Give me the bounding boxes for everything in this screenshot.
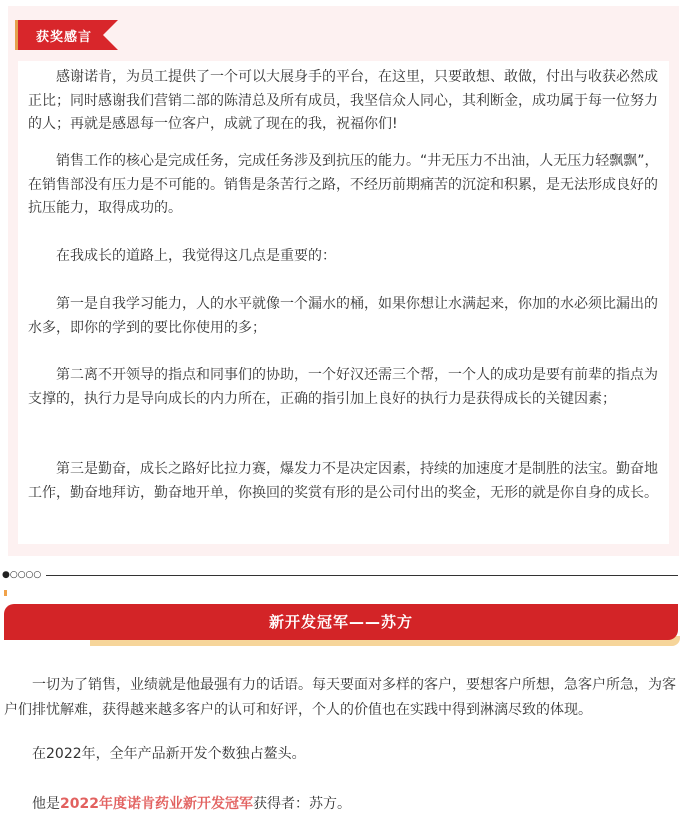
- paragraph-pressure: 销售工作的核心是完成任务，完成任务涉及到抗压的能力。“井无压力不出油，人无压力轻飘飘”，在销售部没有压力是不可能的。销售是条苦行之路，不经历前期痛苦的沉淀和积累，是无法形成良好的抗压能力，取得成功的。: [28, 153, 659, 216]
- paragraph-point-three: 第三是勤奋，成长之路好比拉力赛，爆发力不是决定因素，持续的加速度才是制胜的法宝。勤奋地工作，勤奋地拜访，勤奋地开单，你换回的奖赏有形的是公司付出的奖金，无形的就是你自身的成长。: [28, 461, 658, 501]
- paragraph-growth-intro: 在我成长的道路上，我觉得这几点是重要的：: [56, 248, 336, 264]
- paragraph-award-winner: [4, 792, 678, 817]
- award-prefix: 他是: [32, 796, 60, 812]
- award-suffix: 获得者：苏方。: [252, 796, 351, 812]
- separator-line: [46, 575, 678, 576]
- paragraph-2022-result: 在2022年，全年产品新开发个数独占鳌头。: [32, 746, 306, 762]
- paragraph-sales-focus: 一切为了销售，业绩就是他最强有力的话语。每天要面对多样的客户，要想客户所想，急客户所急，为客户们排忧解难，获得越来越多客户的认可和好评，个人的价值也在实践中得到淋漓尽致的体现。: [4, 677, 676, 718]
- paragraph-point-one: 第一是自我学习能力，人的水平就像一个漏水的桶，如果你想让水满起来，你加的水必须比漏出的水多，即你的学到的要比你使用的多；: [28, 296, 658, 336]
- section-tag-label: 获奖感言: [36, 30, 93, 45]
- paragraph-point-two: 第二离不开领导的指点和同事们的协助，一个好汉还需三个帮，一个人的成功是要有前辈的指点为支撑的，执行力是导向成长的内力所在，正确的指引加上良好的执行力是获得成长的关键因素；: [28, 367, 658, 407]
- tag-accent-bar: [15, 20, 18, 50]
- separator-dots: ●○○○○: [2, 570, 42, 580]
- decorative-tick: [4, 590, 7, 596]
- award-title-highlight: 2022年度诺肯药业新开发冠军: [60, 796, 253, 812]
- champion-banner-title: 新开发冠军——苏方: [268, 613, 413, 631]
- paragraph-thanks: 感谢诺肯，为员工提供了一个可以大展身手的平台，在这里，只要敢想、敢做，付出与收获必然成正比；同时感谢我们营销二部的陈清总及所有成员，我坚信众人同心，其利断金，成功属于每一位努力的人；再就是感恩每一位客户，成就了现在的我，祝福你们!: [28, 69, 658, 132]
